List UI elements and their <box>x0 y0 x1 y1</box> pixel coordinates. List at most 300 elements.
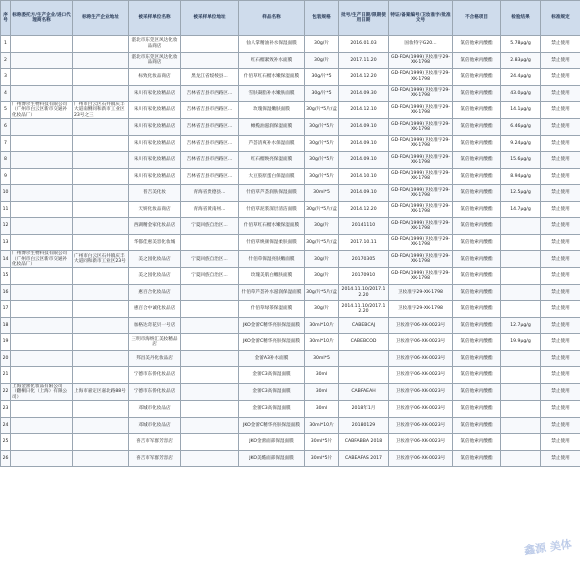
sampled-unit-address: 宁夏回族自治区... <box>181 218 239 235</box>
column-header: 标称生产企业地址 <box>73 1 129 36</box>
failed-item: 氯倍他索丙酸酯 <box>453 201 501 218</box>
test-result <box>501 301 541 318</box>
permit-number: GD·FDA(1999)卫妆准字29-XK-1798 <box>389 119 453 136</box>
column-header: 被采样单位地址 <box>181 1 239 36</box>
failed-item: 氯倍他索丙酸酯 <box>453 334 501 351</box>
test-result: 6.46μg/g <box>501 119 541 136</box>
permit-number: GD·FDA(1999)卫妆准字29-XK-1798 <box>389 135 453 152</box>
table-row <box>1 251 580 268</box>
sampled-unit: 西湖精金家化妆品店 <box>129 218 181 235</box>
standard-rule: 禁止使用 <box>541 185 580 202</box>
sample-name: 金蕾C3高保湿面膜 <box>239 383 305 400</box>
row-number: 6 <box>1 119 11 136</box>
package-spec: 30g/片*5片 <box>305 168 339 185</box>
sample-name: JKO金蕾C精华亮肤保湿面膜 <box>239 334 305 351</box>
sampled-unit-address <box>181 52 239 69</box>
batch-number: 2014.09.30 <box>339 85 389 102</box>
company-address <box>73 417 129 434</box>
package-spec: 30g/片 <box>305 301 339 318</box>
failed-item: 氯倍他索丙酸酯 <box>453 401 501 418</box>
test-result: 15.6μg/g <box>501 152 541 169</box>
row-number: 21 <box>1 367 11 384</box>
standard-rule: 禁止使用 <box>541 168 580 185</box>
sample-name: JKO金蕾C精华亮肤保湿面膜 <box>239 417 305 434</box>
sampled-unit-address <box>181 284 239 301</box>
permit-number: 卫妆准字06-XK-0023号 <box>389 450 453 467</box>
company-address <box>73 367 129 384</box>
test-result <box>501 434 541 451</box>
standard-rule: 禁止使用 <box>541 268 580 285</box>
row-number: 9 <box>1 168 11 185</box>
company-address <box>73 434 129 451</box>
batch-number: CABEAFAS 2017 <box>339 450 389 467</box>
table-row <box>1 268 580 285</box>
sampled-unit-address <box>181 383 239 400</box>
sampled-unit-address: 宁夏回族自治区... <box>181 268 239 285</box>
row-number: 10 <box>1 185 11 202</box>
package-spec: 30ml*10片 <box>305 417 339 434</box>
batch-number: 2014.12.20 <box>339 201 389 218</box>
batch-number: 2014.10.10 <box>339 168 389 185</box>
entrusted-company: 上海金蕾化妆品有限公司（翻桐日化（上海）有限公司） <box>11 383 73 400</box>
sampled-unit-address <box>181 301 239 318</box>
entrusted-company <box>11 268 73 285</box>
package-spec: 30ml*10片 <box>305 334 339 351</box>
row-number: 16 <box>1 284 11 301</box>
company-address <box>73 119 129 136</box>
company-address: 上海市嘉定区嘉北路88号 <box>73 383 129 400</box>
sample-name: 橄榄油滋润保湿面膜 <box>239 119 305 136</box>
package-spec: 30g/片*5 <box>305 69 339 86</box>
package-spec: 30g/片 <box>305 36 339 53</box>
table-row <box>1 284 580 301</box>
entrusted-company <box>11 450 73 467</box>
standard-rule: 禁止使用 <box>541 251 580 268</box>
failed-item: 氯倍他索丙酸酯 <box>453 450 501 467</box>
sample-name: 金蕾C3高保湿面膜 <box>239 367 305 384</box>
entrusted-company <box>11 119 73 136</box>
company-address: 广州市白云区石井镇庆丰大道南侧同和新市工业区23号之三 <box>73 102 129 119</box>
column-header: 标准规定 <box>541 1 580 36</box>
row-number: 17 <box>1 301 11 318</box>
package-spec: 30g/片 <box>305 218 339 235</box>
sample-name: 什佰草芦荟补水滋润保湿面膜 <box>239 284 305 301</box>
sampled-unit-address: 青海省贵德县... <box>181 185 239 202</box>
row-number: 3 <box>1 69 11 86</box>
failed-item: 氯倍他索丙酸酯 <box>453 185 501 202</box>
sample-name: 什佰草焕颜保湿柔肤面膜 <box>239 234 305 251</box>
failed-item: 氯倍他索丙酸酯 <box>453 317 501 334</box>
test-result: 2.83μg/g <box>501 52 541 69</box>
permit-number: GD·FDA(1999)卫妆准字29-XK-1798 <box>389 234 453 251</box>
table-header <box>1 1 580 36</box>
sampled-unit-address <box>181 234 239 251</box>
sample-name: 什佰草绿茶保湿面膜 <box>239 301 305 318</box>
sampled-unit-address: 青海省黄南州... <box>181 201 239 218</box>
sample-name: 红石榴焕亮保湿面膜 <box>239 152 305 169</box>
permit-number: GD·FDA(1999)卫妆准字29-XK-1798 <box>389 85 453 102</box>
row-number: 12 <box>1 218 11 235</box>
company-address <box>73 234 129 251</box>
row-number: 7 <box>1 135 11 152</box>
entrusted-company <box>11 350 73 367</box>
failed-item: 氯倍他索丙酸酯 <box>453 52 501 69</box>
sampled-unit: 朱川有家化妆精品店 <box>129 102 181 119</box>
failed-item: 氯倍他索丙酸酯 <box>453 350 501 367</box>
test-result: 8.94μg/g <box>501 168 541 185</box>
table-row <box>1 417 580 434</box>
sample-name: JKO金蕾C精华亮肤保湿面膜 <box>239 317 305 334</box>
row-number: 18 <box>1 317 11 334</box>
permit-number: GD·FDA(1999)卫妆准字29-XK-1798 <box>389 168 453 185</box>
failed-item: 氯倍他索丙酸酯 <box>453 268 501 285</box>
entrusted-company <box>11 201 73 218</box>
failed-item: 氯倍他索丙酸酯 <box>453 168 501 185</box>
failed-item: 氯倍他索丙酸酯 <box>453 434 501 451</box>
package-spec: 30g/片*5片/盒 <box>305 102 339 119</box>
standard-rule: 禁止使用 <box>541 401 580 418</box>
standard-rule: 禁止使用 <box>541 383 580 400</box>
column-header: 样品名称 <box>239 1 305 36</box>
sample-name: 芦荟清爽补水保湿面膜 <box>239 135 305 152</box>
company-address <box>73 36 129 53</box>
permit-number: 卫妆准字29-XK-1798 <box>389 284 453 301</box>
table-row <box>1 234 580 251</box>
row-number: 15 <box>1 268 11 285</box>
standard-rule: 禁止使用 <box>541 201 580 218</box>
sampled-unit: 宁德市东侨化妆品店 <box>129 383 181 400</box>
table-row <box>1 185 580 202</box>
sample-name: 玫瑰美肌白嫩肤面膜 <box>239 268 305 285</box>
sampled-unit-address <box>181 434 239 451</box>
failed-item: 氯倍他索丙酸酯 <box>453 301 501 318</box>
failed-item: 氯倍他索丙酸酯 <box>453 102 501 119</box>
standard-rule: 禁止使用 <box>541 317 580 334</box>
standard-rule: 禁止使用 <box>541 152 580 169</box>
failed-item: 氯倍他索丙酸酯 <box>453 367 501 384</box>
sampled-unit: 湛北市东莞区风达化妆品商店 <box>129 36 181 53</box>
permit-number: GD·FDA(1999)卫妆准字29-XK-1798 <box>389 201 453 218</box>
company-address <box>73 450 129 467</box>
table-row <box>1 152 580 169</box>
failed-item: 氯倍他索丙酸酯 <box>453 135 501 152</box>
table-row <box>1 36 580 53</box>
batch-number <box>339 350 389 367</box>
entrusted-company <box>11 367 73 384</box>
sampled-unit: 邓城市化妆品店 <box>129 417 181 434</box>
standard-rule: 禁止使用 <box>541 69 580 86</box>
sampled-unit: 宁德市东侨化妆品店 <box>129 367 181 384</box>
package-spec: 30g/片*5片/盒 <box>305 201 339 218</box>
test-result <box>501 284 541 301</box>
sampled-unit: 朱川有家化妆精品店 <box>129 168 181 185</box>
sampled-unit-address: 宁夏回族自治区... <box>181 251 239 268</box>
company-address <box>73 85 129 102</box>
table-row <box>1 201 580 218</box>
test-result <box>501 417 541 434</box>
test-result <box>501 350 541 367</box>
package-spec: 30ml*5片 <box>305 450 339 467</box>
sampled-unit-address: 吉林省吉县市西路区... <box>181 119 239 136</box>
company-address <box>73 135 129 152</box>
standard-rule: 禁止使用 <box>541 52 580 69</box>
sampled-unit: 惠百合化妆品店 <box>129 284 181 301</box>
sampled-unit: 加格达奇花贝一号店 <box>129 317 181 334</box>
package-spec: 30ml*5 <box>305 350 339 367</box>
sampled-unit: 华都佳惠美容化妆城 <box>129 234 181 251</box>
entrusted-company <box>11 36 73 53</box>
table-row <box>1 350 580 367</box>
permit-number: GD·FDA(1999)卫妆准字29-XK-1798 <box>389 268 453 285</box>
sample-name: JKO金蕾面部保湿面膜 <box>239 434 305 451</box>
test-result <box>501 401 541 418</box>
standard-rule: 禁止使用 <box>541 350 580 367</box>
failed-item: 氯倍他索丙酸酯 <box>453 218 501 235</box>
column-header: 包装规格 <box>305 1 339 36</box>
entrusted-company <box>11 135 73 152</box>
company-address <box>73 201 129 218</box>
batch-number: 2014.11.10/2017.12.20 <box>339 301 389 318</box>
sampled-unit: 朱川有家化妆精品店 <box>129 135 181 152</box>
sampled-unit: 美之园化妆品店 <box>129 268 181 285</box>
test-result: 43.0μg/g <box>501 85 541 102</box>
batch-number: 2014.12.20 <box>339 69 389 86</box>
failed-item: 氯倍他索丙酸酯 <box>453 284 501 301</box>
sample-name: 金蕾C3高保湿面膜 <box>239 401 305 418</box>
row-number: 19 <box>1 334 11 351</box>
column-header: 标称委托方/生产企业/进口代理商名称 <box>11 1 73 36</box>
table-row <box>1 168 580 185</box>
permit-number: 卫妆准字06-XK-0023号 <box>389 434 453 451</box>
row-number: 4 <box>1 85 11 102</box>
sampled-unit: 朱川有家化妆精品店 <box>129 119 181 136</box>
batch-number: CABEBCOD <box>339 334 389 351</box>
permit-number: GD·FDA(1999)卫妆准字29-XK-1798 <box>389 102 453 119</box>
test-result <box>501 383 541 400</box>
sampled-unit: 三明市海纳汇美妆精品店 <box>129 334 181 351</box>
standard-rule: 禁止使用 <box>541 135 580 152</box>
company-address <box>73 350 129 367</box>
entrusted-company <box>11 69 73 86</box>
company-address <box>73 401 129 418</box>
package-spec: 30g/片*5 <box>305 85 339 102</box>
test-result <box>501 251 541 268</box>
company-address <box>73 268 129 285</box>
sampled-unit: 标致化妆品商店 <box>129 69 181 86</box>
entrusted-company <box>11 218 73 235</box>
package-spec: 30g/片 <box>305 251 339 268</box>
package-spec: 30g/片*5片/盒 <box>305 234 339 251</box>
sample-name: 玫瑰保湿嫩肤面膜 <box>239 102 305 119</box>
standard-rule: 禁止使用 <box>541 450 580 467</box>
company-address <box>73 152 129 169</box>
table-row <box>1 52 580 69</box>
test-result: 24.4μg/g <box>501 69 541 86</box>
test-result <box>501 367 541 384</box>
test-result <box>501 218 541 235</box>
standard-rule: 禁止使用 <box>541 102 580 119</box>
standard-rule: 禁止使用 <box>541 334 580 351</box>
sampled-unit-address <box>181 317 239 334</box>
sampled-unit-address <box>181 36 239 53</box>
package-spec: 30ml <box>305 383 339 400</box>
sample-name: 仙人掌精油补水保湿面膜 <box>239 36 305 53</box>
standard-rule: 禁止使用 <box>541 218 580 235</box>
permit-number: GD·FDA(1999)卫妆准字29-XK-1798 <box>389 251 453 268</box>
sample-name: 什佰草保湿亮肤嫩面膜 <box>239 251 305 268</box>
sampled-unit-address <box>181 334 239 351</box>
sampled-unit: 湛北市东莞区风达化妆品商店 <box>129 52 181 69</box>
sampled-unit: 天妍化妆品商店 <box>129 201 181 218</box>
entrusted-company <box>11 284 73 301</box>
permit-number: 卫妆准字06-XK-0023号 <box>389 401 453 418</box>
row-number: 5 <box>1 102 11 119</box>
sampled-unit: 普吉美化妆 <box>129 185 181 202</box>
batch-number: 20180129 <box>339 417 389 434</box>
standard-rule: 禁止使用 <box>541 284 580 301</box>
sampled-unit: 朱川有家化妆精品店 <box>129 152 181 169</box>
row-number: 11 <box>1 201 11 218</box>
sample-name: 什佰草芦荟润肤保湿面膜 <box>239 185 305 202</box>
sampled-unit: 朱川有家化妆精品店 <box>129 85 181 102</box>
package-spec: 30g/片*5片 <box>305 135 339 152</box>
sample-name: JKO美酷面部保湿面膜 <box>239 450 305 467</box>
table-row <box>1 317 580 334</box>
package-spec: 30g/片*5片/盒 <box>305 284 339 301</box>
table-row <box>1 383 580 400</box>
company-address: 广州市白云区石井镇庆丰大道同和新市工业区23号 <box>73 251 129 268</box>
sample-name: 什佰草泥浆深层清洁面膜 <box>239 201 305 218</box>
standard-rule: 禁止使用 <box>541 301 580 318</box>
table-row <box>1 102 580 119</box>
sampled-unit-address <box>181 401 239 418</box>
failed-item: 氯倍他索丙酸酯 <box>453 251 501 268</box>
row-number: 23 <box>1 401 11 418</box>
package-spec: 30g/片 <box>305 268 339 285</box>
batch-number: 2014.09.10 <box>339 119 389 136</box>
permit-number: 卫妆准字06-XK-0023号 <box>389 417 453 434</box>
table-row <box>1 218 580 235</box>
batch-number: 2014.09.10 <box>339 135 389 152</box>
sampled-unit-address <box>181 367 239 384</box>
sampled-unit-address <box>181 350 239 367</box>
permit-number: GD·FDA(1999)卫妆准字29-XK-1798 <box>389 218 453 235</box>
entrusted-company <box>11 317 73 334</box>
test-result: 12.7μg/g <box>501 317 541 334</box>
standard-rule: 禁止使用 <box>541 367 580 384</box>
test-result <box>501 268 541 285</box>
entrusted-company: 广州博尔生物科技有限公司（广州市白云区新市交通补化妆品厂） <box>11 102 73 119</box>
test-result: 12.5μg/g <box>501 185 541 202</box>
package-spec: 30ml <box>305 401 339 418</box>
standard-rule: 禁止使用 <box>541 234 580 251</box>
row-number: 13 <box>1 234 11 251</box>
table-row <box>1 401 580 418</box>
column-header: 序号 <box>1 1 11 36</box>
table-row <box>1 119 580 136</box>
entrusted-company <box>11 434 73 451</box>
company-address <box>73 284 129 301</box>
table-row <box>1 85 580 102</box>
batch-number: CABFABBA 2018 <box>339 434 389 451</box>
standard-rule: 禁止使用 <box>541 36 580 53</box>
batch-number: 20141110 <box>339 218 389 235</box>
company-address <box>73 185 129 202</box>
row-number: 1 <box>1 36 11 53</box>
row-number: 26 <box>1 450 11 467</box>
sampled-unit-address: 吉林省吉县市西路区... <box>181 102 239 119</box>
batch-number: 2014.12.10 <box>339 102 389 119</box>
batch-number: CABEBCAJ <box>339 317 389 334</box>
sampled-unit-address <box>181 417 239 434</box>
package-spec: 30g/片*5片 <box>305 119 339 136</box>
permit-number: 卫妆准字06-XK-0023号 <box>389 317 453 334</box>
package-spec: 30ml <box>305 367 339 384</box>
test-result <box>501 234 541 251</box>
batch-number: 2016.01.03 <box>339 36 389 53</box>
sample-name: 什佰草红石榴水嫩保湿面膜 <box>239 218 305 235</box>
entrusted-company <box>11 185 73 202</box>
batch-number <box>339 367 389 384</box>
sampled-unit: 邦昌美丹化妆品店 <box>129 350 181 367</box>
row-number: 14 <box>1 251 11 268</box>
permit-number: 卫妆准字29-XK-1798 <box>389 301 453 318</box>
company-address <box>73 317 129 334</box>
test-result: 14.7μg/g <box>501 201 541 218</box>
sampled-unit-address: 吉林省吉县市西路区... <box>181 135 239 152</box>
test-result: 14.1μg/g <box>501 102 541 119</box>
sample-name: 什佰草红石榴水嫩保湿面膜 <box>239 69 305 86</box>
sampled-unit: 美之园化妆品店 <box>129 251 181 268</box>
batch-number: 2017.10.11 <box>339 234 389 251</box>
standard-rule: 禁止使用 <box>541 417 580 434</box>
sampled-unit-address: 吉林省吉县市西路区... <box>181 85 239 102</box>
permit-number: 卫妆准字06-XK-0023号 <box>389 383 453 400</box>
batch-number: 20170910 <box>339 268 389 285</box>
sampled-unit: 喜吉市军群芳容店 <box>129 450 181 467</box>
test-result: 19.9μg/g <box>501 334 541 351</box>
sampled-unit-address: 吉林省吉县市西路区... <box>181 168 239 185</box>
sampled-unit: 惠百合中诚化妆品店 <box>129 301 181 318</box>
permit-number: 卫妆准字06-XK-0023号 <box>389 367 453 384</box>
table-row <box>1 135 580 152</box>
sampled-unit: 喜吉市军群芳容店 <box>129 434 181 451</box>
package-spec: 30g/片 <box>305 52 339 69</box>
package-spec: 30g/片*5片 <box>305 152 339 169</box>
batch-number: CABFAEAH <box>339 383 389 400</box>
entrusted-company <box>11 301 73 318</box>
permit-number: GD·FDA(1999)卫妆准字29-XK-1798 <box>389 52 453 69</box>
table-row <box>1 69 580 86</box>
batch-number: 2017.11.20 <box>339 52 389 69</box>
test-result <box>501 450 541 467</box>
failed-item: 氯倍他索丙酸酯 <box>453 417 501 434</box>
permit-number: GD·FDA(1999)卫妆准字29-XK-1798 <box>389 152 453 169</box>
permit-number: 国妆特字G20... <box>389 36 453 53</box>
entrusted-company <box>11 152 73 169</box>
watermark: 鑫源 美体 <box>523 537 573 558</box>
row-number: 24 <box>1 417 11 434</box>
table-row <box>1 367 580 384</box>
entrusted-company <box>11 417 73 434</box>
test-result: 9.24μg/g <box>501 135 541 152</box>
row-number: 25 <box>1 434 11 451</box>
column-header: 批号/生产日期/限期使用日期 <box>339 1 389 36</box>
company-address <box>73 301 129 318</box>
entrusted-company <box>11 334 73 351</box>
permit-number: GD·FDA(1999)卫妆准字29-XK-1798 <box>389 69 453 86</box>
company-address <box>73 334 129 351</box>
